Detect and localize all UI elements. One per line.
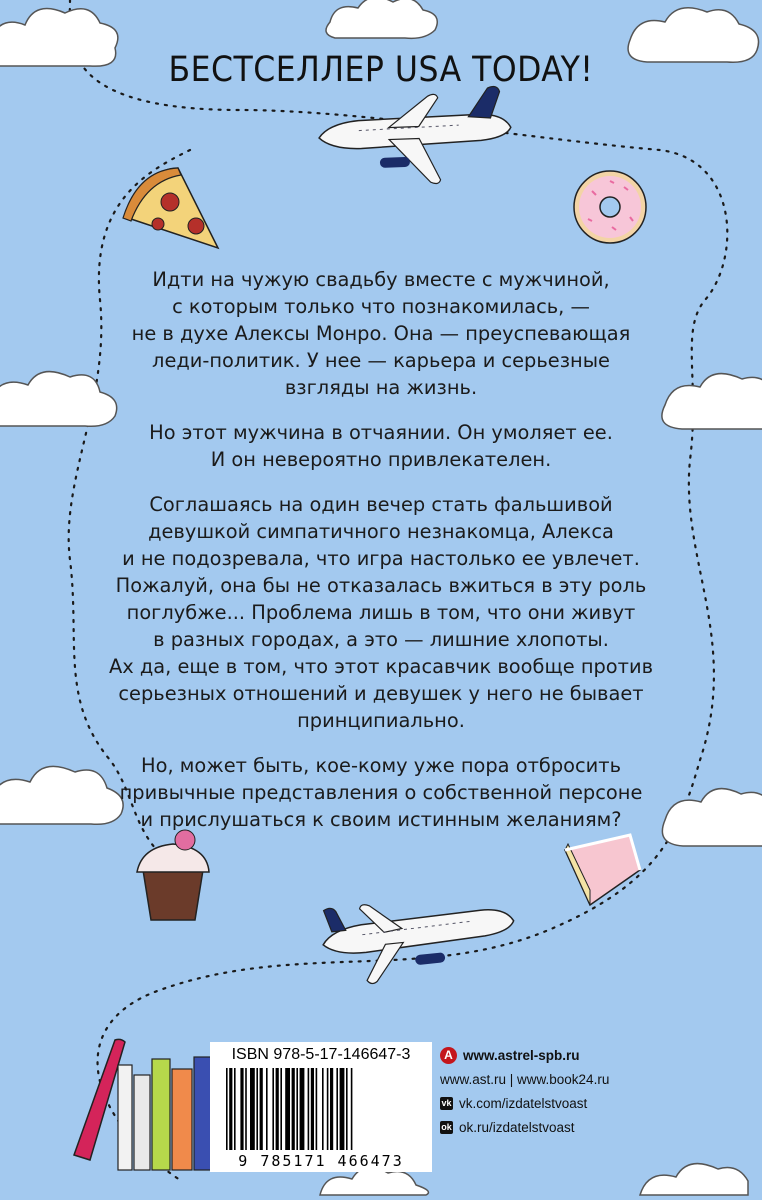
books-icon — [74, 1039, 212, 1170]
blurb-paragraph-4: Но, может быть, кое-кому уже пора отбросить привычные представления о собственной персоне и прислушаться к своим истинным желаниям? — [119, 754, 643, 831]
ok-icon: ok — [441, 1121, 452, 1132]
vk-link[interactable]: vk.com/izdatelstvoast — [459, 1095, 588, 1111]
barcode-digits: 9 785171 466473 — [238, 1152, 404, 1170]
pizza-slice-icon — [123, 168, 218, 248]
back-cover-blurb — [95, 266, 667, 851]
blurb-paragraph-3: Соглашаясь на один вечер стать фальшивой девушкой симпатичного незнакомца, Алекса и не подозревала, что игра настолько ее увлечет. Пожалуй, она бы не отказалась вжиться в эту роль поглубже... Проблема лишь в том, что они живут в разных городах, а это — лишние хлопоты. Ах да, еще в том, что этот красавчик вообще против серьезных отношений и девушек у него не бывает принципиально. — [108, 493, 653, 732]
bestseller-headline: БЕСТСЕЛЛЕР USA TODAY! — [168, 50, 594, 90]
cloud-bottom-right — [640, 1164, 748, 1195]
airplane-icon-top — [317, 86, 512, 188]
donut-icon — [574, 171, 646, 243]
publisher-site-link[interactable]: www.astrel-spb.ru — [463, 1047, 580, 1063]
publisher-info — [440, 1044, 640, 1140]
cloud-right-lower — [662, 789, 762, 846]
publisher-links[interactable]: www.ast.ru | www.book24.ru — [440, 1071, 610, 1087]
isbn-text: ISBN 978-5-17-146647-3 — [231, 1046, 411, 1063]
airplane-icon-bottom — [319, 889, 518, 988]
ok-link[interactable]: ok.ru/izdatelstvoast — [459, 1119, 575, 1135]
blurb-paragraph-1: Идти на чужую свадьбу вместе с мужчиной, с которым только что познакомилась, — не в духе Алексы Монро. Она — преуспевающая леди-политик. У нее — карьера и серьезные взгляды на жизнь. — [131, 268, 631, 399]
vk-icon: vk — [441, 1097, 452, 1108]
cloud-top-center — [326, 0, 437, 38]
cloud-right-mid — [662, 374, 762, 429]
barcode-block — [210, 1042, 432, 1172]
blurb-paragraph-2: Но этот мужчина в отчаянии. Он умоляет ее. И он невероятно привлекателен. — [149, 421, 613, 471]
ast-logo-icon: А — [440, 1047, 457, 1064]
